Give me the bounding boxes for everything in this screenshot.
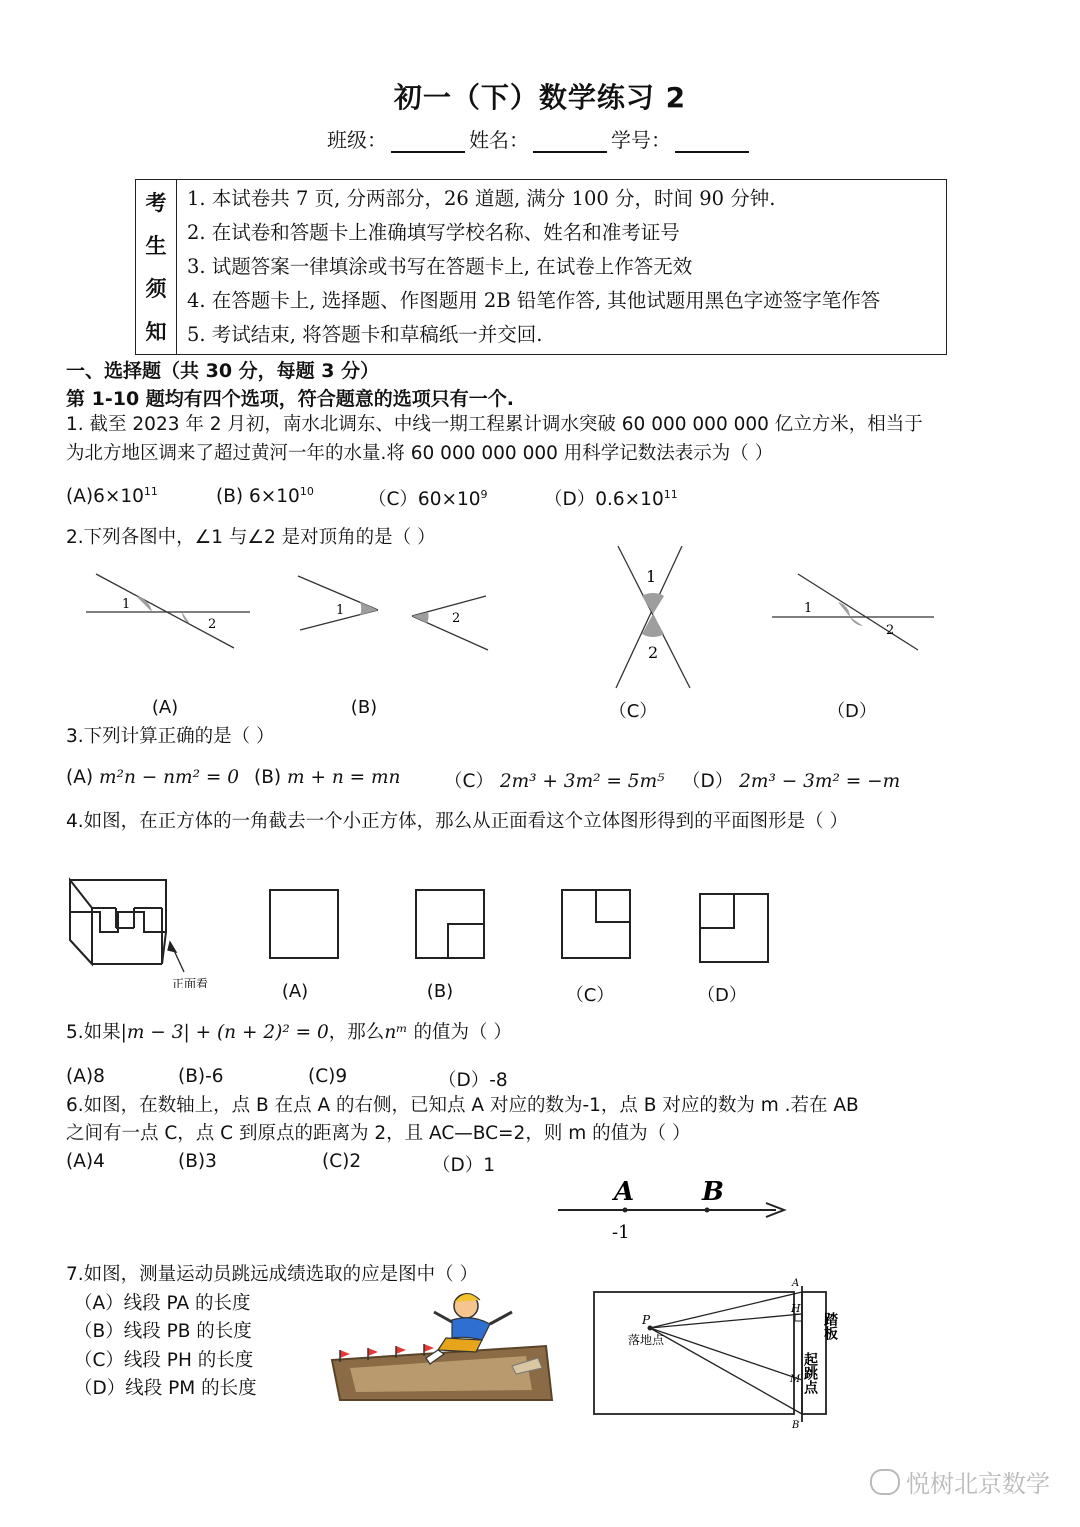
q5-option-b: (B)-6 bbox=[178, 1066, 224, 1087]
q5-option-c: (C)9 bbox=[308, 1066, 348, 1087]
notice-item: 4. 在答题卡上, 选择题、作图题用 2B 铅笔作答, 其他试题用黑色字迹签字笔作答 bbox=[187, 289, 881, 312]
exam-notice-table bbox=[135, 179, 947, 355]
q6-point-b: B bbox=[702, 1177, 724, 1207]
id-blank bbox=[675, 131, 749, 153]
class-label: 班级： bbox=[327, 128, 387, 152]
q3-text: 3.下列计算正确的是（ ） bbox=[66, 726, 275, 747]
q5-option-d: （D）-8 bbox=[438, 1070, 508, 1091]
q7-jumper-illustration bbox=[326, 1288, 556, 1408]
diagram-h: H bbox=[791, 1302, 801, 1315]
q6-tick-label: -1 bbox=[612, 1222, 630, 1243]
q1-option-b: (B) $6\times 10^{10}$ bbox=[216, 485, 314, 508]
q7-option-a: （A）线段 PA 的长度 bbox=[74, 1293, 251, 1314]
name-blank bbox=[533, 131, 607, 153]
q3-option-a: (A) m²n − nm² = 0 bbox=[66, 767, 240, 788]
q6-option-a: (A)4 bbox=[66, 1151, 105, 1172]
q7-measurement-diagram bbox=[590, 1272, 860, 1432]
diagram-a: A bbox=[792, 1278, 800, 1289]
q1-option-c: $(C)60\times 10^9$ bbox=[368, 487, 488, 510]
q4-text: 4.如图，在正方体的一角截去一个小正方体，那么从正面看这个立体图形得到的平面图形是（ ） bbox=[66, 811, 849, 832]
diagram-b: B bbox=[792, 1420, 800, 1431]
q1-text-line1: 1. 截至 2023 年 2 月初，南水北调东、中线一期工程累计调水突破 60 000 000 000 亿立方米，相当于 bbox=[66, 414, 923, 435]
notice-item: 5. 考试结束, 将答题卡和草稿纸一并交回. bbox=[187, 323, 543, 346]
q3-option-c: （C） 2m³ + 3m² = 5m⁵ bbox=[444, 771, 665, 792]
id-label: 学号： bbox=[611, 128, 671, 152]
notice-item: 2. 在试卷和答题卡上准确填写学校名称、姓名和准考证号 bbox=[187, 221, 680, 244]
q6-text-line1: 6.如图，在数轴上，点 B 在点 A 的右侧，已知点 A 对应的数为-1，点 B 对应的数为 m .若在 AB bbox=[66, 1095, 859, 1116]
notice-item: 1. 本试卷共 7 页, 分两部分，26 道题, 满分 100 分，时间 90 分钟. bbox=[187, 187, 776, 210]
q2-text: 2.下列各图中，∠1 与∠2 是对顶角的是（ ） bbox=[66, 527, 436, 548]
q4-cube bbox=[70, 880, 166, 964]
q2-label-b: (B) bbox=[350, 697, 378, 718]
student-info bbox=[0, 124, 1080, 153]
q2-label-d: （D） bbox=[827, 701, 877, 722]
q3-option-b: (B) m + n = mn bbox=[254, 767, 401, 788]
measure-lines bbox=[650, 1292, 802, 1414]
q2-b-angle2: 2 bbox=[452, 611, 461, 626]
q6-option-b: (B)3 bbox=[178, 1151, 217, 1172]
q2-d-angle1: 1 bbox=[804, 601, 813, 616]
q7-option-b: （B）线段 PB 的长度 bbox=[74, 1321, 252, 1342]
q2-d-angle2: 2 bbox=[886, 623, 895, 638]
diagram-m: M bbox=[790, 1374, 801, 1385]
q2-a-angle2: 2 bbox=[208, 617, 217, 632]
diagram-landing: 落地点 bbox=[628, 1333, 665, 1347]
q2-b-angle1: 1 bbox=[336, 603, 345, 618]
diagram-takeoff: 起跳点 bbox=[802, 1352, 818, 1394]
q2-c-angle2: 2 bbox=[648, 643, 659, 662]
q4-option-d-shape bbox=[700, 894, 768, 962]
name-label: 姓名： bbox=[469, 128, 529, 152]
q2-label-a: (A) bbox=[151, 697, 179, 718]
q5-option-a: (A)8 bbox=[66, 1066, 105, 1087]
q6-text-line2: 之间有一点 C，点 C 到原点的距离为 2，且 AC—BC=2，则 m 的值为（ ） bbox=[66, 1123, 691, 1144]
wechat-icon bbox=[870, 1469, 900, 1495]
q3-option-d: （D） 2m³ − 3m² = −m bbox=[682, 771, 901, 792]
q4-option-b-shape bbox=[416, 890, 484, 958]
q2-label-c: （C） bbox=[608, 701, 658, 722]
q4-figures bbox=[60, 868, 780, 988]
q4-label-b: (B) bbox=[426, 981, 454, 1002]
q2-figure-d bbox=[772, 574, 934, 650]
q2-figures bbox=[60, 540, 960, 700]
section-subtitle: 第 1-10 题均有四个选项，符合题意的选项只有一个. bbox=[66, 388, 514, 410]
q6-point-a: A bbox=[614, 1177, 635, 1207]
section-title: 一、选择题（共 30 分，每题 3 分） bbox=[66, 360, 380, 382]
notice-heading: 考 生 须 知 bbox=[136, 180, 177, 355]
q1-option-d: $(D)0.6\times 10^{11}$ bbox=[544, 487, 678, 510]
q4-option-a-shape bbox=[270, 890, 338, 958]
q6-option-c: (C)2 bbox=[322, 1151, 362, 1172]
watermark: 悦树北京数学 bbox=[870, 1464, 1050, 1499]
q6-number-line bbox=[550, 1170, 800, 1245]
q4-label-a: (A) bbox=[281, 981, 309, 1002]
q7-option-d: （D）线段 PM 的长度 bbox=[74, 1378, 257, 1399]
diagram-p: P bbox=[642, 1313, 651, 1327]
q4-arrow bbox=[168, 942, 184, 972]
q4-front-label: 正面看 bbox=[172, 977, 209, 988]
q2-a-angle1: 1 bbox=[122, 597, 131, 612]
q7-option-c: （C）线段 PH 的长度 bbox=[74, 1350, 254, 1371]
q4-label-d: （D） bbox=[697, 985, 747, 1006]
q5-text: 5.如果|m − 3| + (n + 2)² = 0，那么nᵐ 的值为（ ） bbox=[66, 1022, 512, 1043]
q7-text: 7.如图，测量运动员跳远成绩选取的应是图中（ ） bbox=[66, 1264, 479, 1285]
notice-list bbox=[177, 180, 947, 355]
jumper-shirt bbox=[452, 1318, 490, 1340]
diagram-board: 踏板 bbox=[822, 1312, 838, 1340]
q4-label-c: （C） bbox=[565, 985, 615, 1006]
notice-item: 3. 试题答案一律填涂或书写在答题卡上, 在试卷上作答无效 bbox=[187, 255, 693, 278]
q2-c-angle1: 1 bbox=[646, 567, 657, 586]
q2-figure-a bbox=[86, 574, 250, 648]
class-blank bbox=[391, 131, 465, 153]
q4-option-c-shape bbox=[562, 890, 630, 958]
page-title: 初一（下）数学练习 2 bbox=[393, 81, 687, 114]
q6-option-d: （D）1 bbox=[432, 1155, 496, 1176]
q1-option-a: $(A)6\times 10^{11}$ bbox=[66, 485, 158, 508]
q1-text-line2: 为北方地区调来了超过黄河一年的水量.将 60 000 000 000 用科学记数法表示为（ ） bbox=[66, 443, 774, 464]
